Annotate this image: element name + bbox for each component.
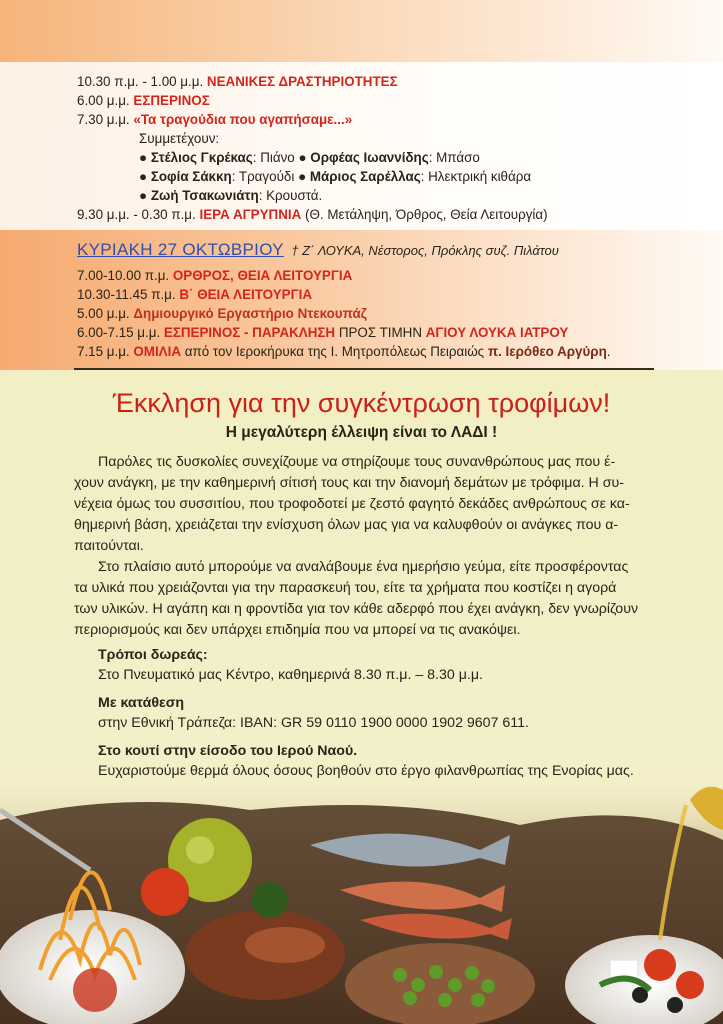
bullet-icon: ●	[298, 150, 307, 165]
program-row: 7.30 μ.μ. «Τα τραγούδια που αγαπήσαμε...»	[77, 112, 353, 127]
donation-method: Στο κουτί στην είσοδο του Ιερού Ναού. Ευχαριστούμε θερμά όλους όσους βοηθούν στο έργο φιλανθρωπίας της Ενορίας μας.	[98, 743, 634, 779]
program-row: 6.00 μ.μ. ΕΣΠΕΡΙΝΟΣ	[77, 93, 210, 108]
participants-row: ● Σοφία Σάκκη: Τραγούδι ● Μάριος Σαρέλλας: Ηλεκτρική κιθάρα	[139, 169, 532, 184]
appeal-paragraph-2: Στο πλαίσιο αυτό μπορούμε να αναλάβουμε ένα ημερήσιο γεύμα, είτε προσφέροντας τα υλικά που χρειάζονται για την παρασκευή του, είτε τα χρήματα που κοστίζει η αγορά των υλικών. Η αγάπη και η φροντίδα για τον κάθε αδερφό που έχει ανάγκη, δεν γνωρίζουν περιορισμούς και δεν υπάρχει επιδημία που να μπορεί να τις ανακόψει.	[74, 559, 639, 638]
program-row: 9.30 μ.μ. - 0.30 π.μ. ΙΕΡΑ ΑΓΡΥΠΝΙΑ (Θ. Μετάληψη, Όρθρος, Θεία Λειτουργία)	[77, 207, 548, 222]
participants-label: Συμμετέχουν:	[139, 131, 220, 146]
donation-method: Με κατάθεση στην Εθνική Τράπεζα: IBAN: GR 59 0110 1900 0000 1902 9607 611.	[98, 695, 529, 731]
participants-row: ● Ζωή Τσακωνιάτη: Κρουστά.	[139, 188, 323, 203]
participants-row: ● Στέλιος Γκρέκας: Πιάνο ● Ορφέας Ιωαννίδης: Μπάσο	[139, 150, 480, 165]
bullet-icon: ●	[139, 150, 148, 165]
program-row: 7.15 μ.μ. ΟΜΙΛΙΑ από τον Ιεροκήρυκα της Ι. Μητροπόλεως Πειραιώς π. Ιερόθεο Αργύρη.	[77, 344, 611, 359]
appeal-subtitle: Η μεγαλύτερη έλλειψη είναι το ΛΑΔΙ !	[225, 424, 498, 441]
top-orange-band	[0, 0, 723, 62]
program-row: 10.30-11.45 π.μ. Β΄ ΘΕΙΑ ΛΕΙΤΟΥΡΓΙΑ	[77, 287, 313, 302]
appeal-paragraph-1: Παρόλες τις δυσκολίες συνεχίζουμε να στηρίζουμε τους συνανθρώπους μας που έ- χουν ανάγκη, με την καθημερινή σίτισή τους και την διανομή δεμάτων με τρόφιμα. Η συ- νέχεια όμως του συσσιτίου, που τροφοδοτεί με ζεστό φαγητό δεκάδες ανθρώπους σε κα- θημερινή βάση, χρειάζεται την ενίσχυση όλων μας για να καλυφθούν οι ανάγκες που α- παιτούνται.	[74, 454, 630, 554]
program-row: 6.00-7.15 μ.μ. ΕΣΠΕΡΙΝΟΣ - ΠΑΡΑΚΛΗΣΗ ΠΡΟΣ ΤΙΜΗΝ ΑΓΙΟΥ ΛΟΥΚΑ ΙΑΤΡΟΥ	[77, 325, 569, 340]
program-row: 5.00 μ.μ. Δημιουργικό Εργαστήριο Ντεκουπάζ	[77, 306, 367, 321]
bullet-icon: ●	[298, 169, 307, 184]
bullet-icon: ●	[139, 188, 148, 203]
sunday-heading	[77, 240, 559, 261]
appeal-title: Έκκληση για την συγκέντρωση τροφίμων!	[112, 388, 611, 418]
saints-of-day: † Ζ΄ ΛΟΥΚΑ, Νέστορος, Πρόκλης συζ. Πιλάτου	[291, 243, 559, 258]
program-row: 10.30 π.μ. - 1.00 μ.μ. ΝΕΑΝΙΚΕΣ ΔΡΑΣΤΗΡΙΟΤΗΤΕΣ	[77, 74, 398, 89]
section-divider	[74, 368, 654, 370]
donation-method: Τρόποι δωρεάς: Στο Πνευματικό μας Κέντρο, καθημερινά 8.30 π.μ. – 8.30 μ.μ.	[98, 647, 483, 683]
day-label: ΚΥΡΙΑΚΗ 27 ΟΚΤΩΒΡΙΟΥ	[77, 240, 284, 259]
program-row: 7.00-10.00 π.μ. ΟΡΘΡΟΣ, ΘΕΙΑ ΛΕΙΤΟΥΡΓΙΑ	[77, 268, 353, 283]
bullet-icon: ●	[139, 169, 148, 184]
food-collage-image	[0, 780, 723, 1024]
